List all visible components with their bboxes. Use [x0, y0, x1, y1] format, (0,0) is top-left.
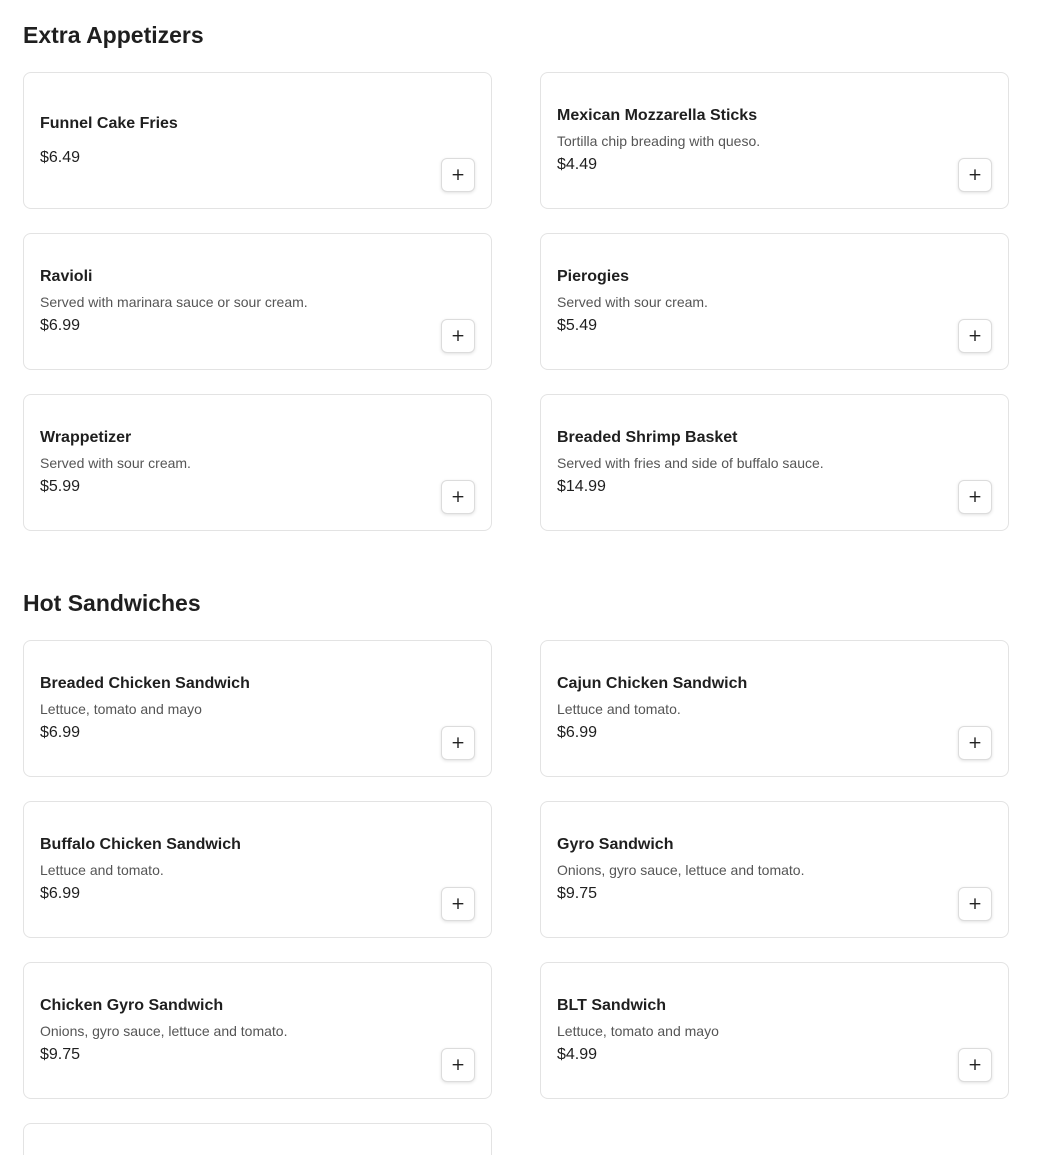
item-price: $6.99 — [40, 317, 81, 334]
item-price: $14.99 — [557, 478, 606, 495]
item-name: Buffalo Chicken Sandwich — [40, 836, 241, 853]
menu-item-card[interactable] — [23, 233, 492, 370]
item-price: $4.49 — [557, 156, 598, 173]
item-name: Wrappetizer — [40, 429, 132, 446]
plus-icon: + — [967, 893, 983, 914]
item-name: Breaded Shrimp Basket — [557, 429, 738, 446]
menu-item-card[interactable] — [23, 962, 492, 1099]
item-price: $9.75 — [40, 1046, 81, 1063]
menu-item-grid — [23, 640, 1009, 1155]
add-item-button[interactable] — [958, 1048, 992, 1082]
item-name: Mexican Mozzarella Sticks — [557, 107, 758, 124]
item-name: Funnel Cake Fries — [40, 114, 178, 132]
item-price: $5.99 — [40, 478, 81, 495]
menu-item-card[interactable] — [23, 640, 492, 777]
menu-item-card[interactable] — [540, 801, 1009, 938]
plus-icon: + — [450, 486, 466, 507]
menu-item-grid — [23, 72, 1009, 531]
section-title: Hot Sandwiches — [23, 590, 201, 616]
add-item-button[interactable] — [441, 726, 475, 760]
add-item-button[interactable] — [441, 887, 475, 921]
add-item-button[interactable] — [441, 1048, 475, 1082]
item-description: Lettuce and tomato. — [40, 862, 164, 878]
item-description: Served with sour cream. — [557, 294, 708, 310]
plus-icon: + — [450, 164, 466, 185]
add-item-button[interactable] — [958, 480, 992, 514]
item-name: Breaded Chicken Sandwich — [40, 675, 250, 692]
plus-icon: + — [967, 486, 983, 507]
item-name: BLT Sandwich — [557, 997, 667, 1014]
menu-item-card[interactable] — [540, 962, 1009, 1099]
menu-section-extra-appetizers — [23, 20, 1009, 531]
item-price: $6.99 — [40, 885, 81, 902]
add-item-button[interactable] — [958, 887, 992, 921]
menu-section-hot-sandwiches — [23, 588, 1009, 1155]
add-item-button[interactable] — [958, 319, 992, 353]
menu-item-card[interactable] — [23, 72, 492, 209]
item-price: $4.99 — [557, 1046, 598, 1063]
item-description: Onions, gyro sauce, lettuce and tomato. — [557, 862, 805, 878]
item-description: Served with marinara sauce or sour cream. — [40, 294, 308, 310]
item-name: Pierogies — [557, 268, 630, 285]
item-description: Tortilla chip breading with queso. — [557, 133, 761, 149]
menu-item-card[interactable] — [540, 640, 1009, 777]
item-name: Ravioli — [40, 268, 93, 285]
item-name: Gyro Sandwich — [557, 836, 674, 853]
add-item-button[interactable] — [958, 158, 992, 192]
plus-icon: + — [450, 1054, 466, 1075]
plus-icon: + — [967, 164, 983, 185]
item-price: $6.99 — [557, 724, 598, 741]
plus-icon: + — [450, 732, 466, 753]
menu-item-card[interactable] — [23, 394, 492, 531]
plus-icon: + — [967, 325, 983, 346]
item-name: Chicken Gyro Sandwich — [40, 997, 224, 1014]
plus-icon: + — [967, 1054, 983, 1075]
plus-icon: + — [450, 893, 466, 914]
add-item-button[interactable] — [441, 158, 475, 192]
menu-item-card[interactable] — [540, 394, 1009, 531]
add-item-button[interactable] — [958, 726, 992, 760]
menu-item-card[interactable] — [540, 72, 1009, 209]
plus-icon: + — [967, 732, 983, 753]
item-description: Lettuce, tomato and mayo — [40, 701, 202, 717]
item-description: Served with sour cream. — [40, 455, 191, 471]
add-item-button[interactable] — [441, 319, 475, 353]
item-description: Lettuce and tomato. — [557, 701, 681, 717]
add-item-button[interactable] — [441, 480, 475, 514]
item-price: $6.99 — [40, 724, 81, 741]
item-price: $9.75 — [557, 885, 598, 902]
menu-item-card[interactable] — [540, 233, 1009, 370]
item-price: $5.49 — [557, 317, 598, 334]
item-name: Cajun Chicken Sandwich — [557, 675, 748, 692]
item-price: $6.49 — [40, 148, 81, 166]
item-description: Lettuce, tomato and mayo — [557, 1023, 719, 1039]
plus-icon: + — [450, 325, 466, 346]
item-description: Onions, gyro sauce, lettuce and tomato. — [40, 1023, 288, 1039]
menu-item-card[interactable] — [23, 801, 492, 938]
menu-item-card-partial[interactable] — [23, 1123, 492, 1155]
item-description: Served with fries and side of buffalo sauce. — [557, 455, 824, 471]
section-title: Extra Appetizers — [23, 22, 204, 48]
